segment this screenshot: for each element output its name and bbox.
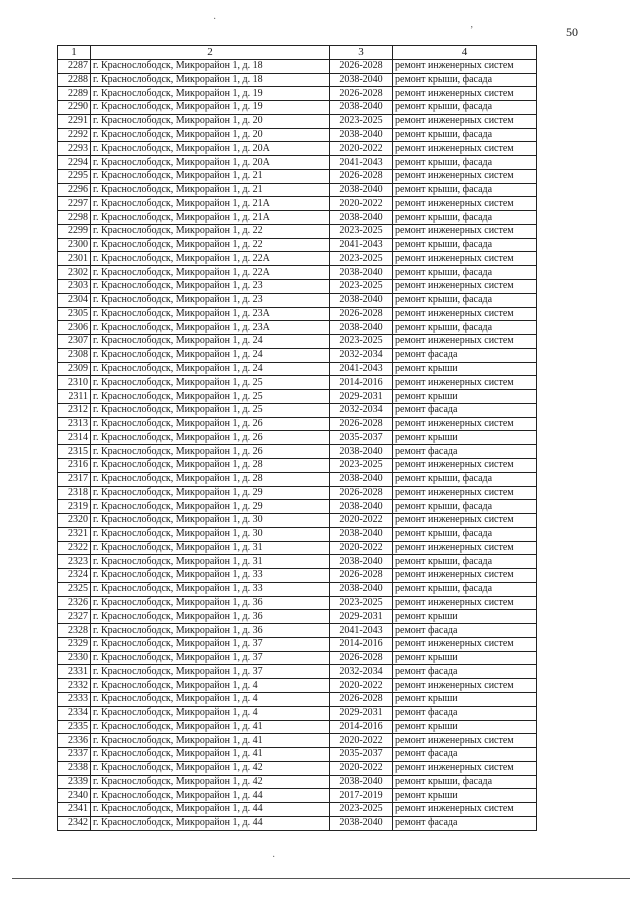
address-cell: г. Краснослободск, Микрорайон 1, д. 19 <box>91 87 330 101</box>
period-cell: 2038-2040 <box>330 293 393 307</box>
work-type-cell: ремонт фасада <box>393 665 537 679</box>
table-row <box>58 390 537 404</box>
address-cell: г. Краснослободск, Микрорайон 1, д. 44 <box>91 789 330 803</box>
work-type-cell: ремонт инженерных систем <box>393 142 537 156</box>
row-number-cell: 2325 <box>58 582 91 596</box>
address-cell: г. Краснослободск, Микрорайон 1, д. 18 <box>91 59 330 73</box>
address-cell: г. Краснослободск, Микрорайон 1, д. 37 <box>91 651 330 665</box>
page-number: 50 <box>566 25 578 39</box>
period-cell: 2035-2037 <box>330 431 393 445</box>
row-number-cell: 2296 <box>58 183 91 197</box>
period-cell: 2023-2025 <box>330 803 393 817</box>
work-type-cell: ремонт инженерных систем <box>393 114 537 128</box>
work-type-cell: ремонт инженерных систем <box>393 252 537 266</box>
address-cell: г. Краснослободск, Микрорайон 1, д. 25 <box>91 376 330 390</box>
row-number-cell: 2320 <box>58 514 91 528</box>
address-cell: г. Краснослободск, Микрорайон 1, д. 31 <box>91 555 330 569</box>
row-number-cell: 2341 <box>58 803 91 817</box>
table-row <box>58 280 537 294</box>
row-number-cell: 2316 <box>58 458 91 472</box>
address-cell: г. Краснослободск, Микрорайон 1, д. 19 <box>91 101 330 115</box>
row-number-cell: 2312 <box>58 403 91 417</box>
table-row <box>58 720 537 734</box>
table-row <box>58 775 537 789</box>
row-number-cell: 2290 <box>58 101 91 115</box>
table-row <box>58 624 537 638</box>
table-row <box>58 734 537 748</box>
period-cell: 2038-2040 <box>330 321 393 335</box>
table-row <box>58 472 537 486</box>
table-row <box>58 348 537 362</box>
row-number-cell: 2301 <box>58 252 91 266</box>
period-cell: 2026-2028 <box>330 417 393 431</box>
period-cell: 2014-2016 <box>330 637 393 651</box>
period-cell: 2029-2031 <box>330 706 393 720</box>
address-cell: г. Краснослободск, Микрорайон 1, д. 30 <box>91 527 330 541</box>
work-type-cell: ремонт инженерных систем <box>393 335 537 349</box>
period-cell: 2038-2040 <box>330 500 393 514</box>
table-row <box>58 500 537 514</box>
address-cell: г. Краснослободск, Микрорайон 1, д. 4 <box>91 692 330 706</box>
period-cell: 2038-2040 <box>330 266 393 280</box>
table-row <box>58 527 537 541</box>
row-number-cell: 2319 <box>58 500 91 514</box>
work-type-cell: ремонт инженерных систем <box>393 59 537 73</box>
period-cell: 2020-2022 <box>330 761 393 775</box>
row-number-cell: 2323 <box>58 555 91 569</box>
work-type-cell: ремонт крыши, фасада <box>393 472 537 486</box>
period-cell: 2026-2028 <box>330 307 393 321</box>
work-type-cell: ремонт инженерных систем <box>393 87 537 101</box>
table-row <box>58 582 537 596</box>
table-row <box>58 679 537 693</box>
table-row <box>58 665 537 679</box>
work-type-cell: ремонт фасада <box>393 816 537 830</box>
period-cell: 2041-2043 <box>330 624 393 638</box>
work-type-cell: ремонт фасада <box>393 748 537 762</box>
period-cell: 2020-2022 <box>330 734 393 748</box>
row-number-cell: 2328 <box>58 624 91 638</box>
address-cell: г. Краснослободск, Микрорайон 1, д. 24 <box>91 335 330 349</box>
address-cell: г. Краснослободск, Микрорайон 1, д. 42 <box>91 775 330 789</box>
work-type-cell: ремонт крыши, фасада <box>393 211 537 225</box>
row-number-cell: 2300 <box>58 238 91 252</box>
table-row <box>58 73 537 87</box>
period-cell: 2041-2043 <box>330 238 393 252</box>
address-cell: г. Краснослободск, Микрорайон 1, д. 18 <box>91 73 330 87</box>
row-number-cell: 2304 <box>58 293 91 307</box>
address-cell: г. Краснослободск, Микрорайон 1, д. 41 <box>91 720 330 734</box>
table-row <box>58 238 537 252</box>
work-type-cell: ремонт инженерных систем <box>393 307 537 321</box>
period-cell: 2023-2025 <box>330 458 393 472</box>
work-type-cell: ремонт инженерных систем <box>393 761 537 775</box>
address-cell: г. Краснослободск, Микрорайон 1, д. 20А <box>91 142 330 156</box>
table-row <box>58 789 537 803</box>
period-cell: 2020-2022 <box>330 679 393 693</box>
row-number-cell: 2289 <box>58 87 91 101</box>
period-cell: 2032-2034 <box>330 665 393 679</box>
table-row <box>58 211 537 225</box>
table-row <box>58 651 537 665</box>
period-cell: 2038-2040 <box>330 582 393 596</box>
header-col-4: 4 <box>393 46 537 60</box>
table-row <box>58 87 537 101</box>
period-cell: 2020-2022 <box>330 197 393 211</box>
table-row <box>58 156 537 170</box>
row-number-cell: 2322 <box>58 541 91 555</box>
period-cell: 2023-2025 <box>330 596 393 610</box>
period-cell: 2038-2040 <box>330 128 393 142</box>
work-type-cell: ремонт крыши, фасада <box>393 500 537 514</box>
header-col-2: 2 <box>91 46 330 60</box>
row-number-cell: 2311 <box>58 390 91 404</box>
work-type-cell: ремонт фасада <box>393 624 537 638</box>
work-type-cell: ремонт крыши, фасада <box>393 775 537 789</box>
row-number-cell: 2326 <box>58 596 91 610</box>
period-cell: 2038-2040 <box>330 555 393 569</box>
work-type-cell: ремонт крыши <box>393 362 537 376</box>
period-cell: 2026-2028 <box>330 569 393 583</box>
period-cell: 2038-2040 <box>330 472 393 486</box>
period-cell: 2038-2040 <box>330 445 393 459</box>
work-type-cell: ремонт крыши <box>393 390 537 404</box>
table-row <box>58 748 537 762</box>
address-cell: г. Краснослободск, Микрорайон 1, д. 41 <box>91 748 330 762</box>
table-row <box>58 197 537 211</box>
row-number-cell: 2298 <box>58 211 91 225</box>
period-cell: 2038-2040 <box>330 101 393 115</box>
work-type-cell: ремонт крыши <box>393 651 537 665</box>
table-row <box>58 142 537 156</box>
work-type-cell: ремонт крыши <box>393 692 537 706</box>
period-cell: 2026-2028 <box>330 651 393 665</box>
table-row <box>58 362 537 376</box>
work-type-cell: ремонт инженерных систем <box>393 637 537 651</box>
table-row <box>58 335 537 349</box>
row-number-cell: 2329 <box>58 637 91 651</box>
period-cell: 2020-2022 <box>330 142 393 156</box>
table-row <box>58 403 537 417</box>
address-cell: г. Краснослободск, Микрорайон 1, д. 4 <box>91 706 330 720</box>
table-row <box>58 183 537 197</box>
address-cell: г. Краснослободск, Микрорайон 1, д. 23 <box>91 280 330 294</box>
work-type-cell: ремонт инженерных систем <box>393 569 537 583</box>
address-cell: г. Краснослободск, Микрорайон 1, д. 37 <box>91 665 330 679</box>
table-row <box>58 293 537 307</box>
period-cell: 2026-2028 <box>330 486 393 500</box>
period-cell: 2023-2025 <box>330 252 393 266</box>
row-number-cell: 2303 <box>58 280 91 294</box>
period-cell: 2038-2040 <box>330 775 393 789</box>
period-cell: 2041-2043 <box>330 156 393 170</box>
period-cell: 2026-2028 <box>330 169 393 183</box>
row-number-cell: 2335 <box>58 720 91 734</box>
row-number-cell: 2287 <box>58 59 91 73</box>
work-type-cell: ремонт фасада <box>393 445 537 459</box>
address-cell: г. Краснослободск, Микрорайон 1, д. 30 <box>91 514 330 528</box>
table-row <box>58 321 537 335</box>
address-cell: г. Краснослободск, Микрорайон 1, д. 22 <box>91 238 330 252</box>
row-number-cell: 2309 <box>58 362 91 376</box>
scan-speck: · <box>213 14 217 25</box>
table-row <box>58 417 537 431</box>
row-number-cell: 2318 <box>58 486 91 500</box>
address-cell: г. Краснослободск, Микрорайон 1, д. 42 <box>91 761 330 775</box>
work-type-cell: ремонт инженерных систем <box>393 280 537 294</box>
table-row <box>58 569 537 583</box>
row-number-cell: 2314 <box>58 431 91 445</box>
table-row <box>58 803 537 817</box>
work-type-cell: ремонт инженерных систем <box>393 486 537 500</box>
row-number-cell: 2337 <box>58 748 91 762</box>
address-cell: г. Краснослободск, Микрорайон 1, д. 21А <box>91 211 330 225</box>
work-type-cell: ремонт фасада <box>393 348 537 362</box>
period-cell: 2014-2016 <box>330 376 393 390</box>
table-row <box>58 266 537 280</box>
period-cell: 2014-2016 <box>330 720 393 734</box>
work-type-cell: ремонт фасада <box>393 706 537 720</box>
table-row <box>58 692 537 706</box>
address-cell: г. Краснослободск, Микрорайон 1, д. 25 <box>91 403 330 417</box>
work-type-cell: ремонт крыши <box>393 431 537 445</box>
address-cell: г. Краснослободск, Микрорайон 1, д. 26 <box>91 431 330 445</box>
row-number-cell: 2288 <box>58 73 91 87</box>
table-row <box>58 307 537 321</box>
period-cell: 2026-2028 <box>330 692 393 706</box>
table-row <box>58 541 537 555</box>
work-type-cell: ремонт крыши <box>393 610 537 624</box>
table-row <box>58 431 537 445</box>
work-type-cell: ремонт крыши, фасада <box>393 101 537 115</box>
row-number-cell: 2324 <box>58 569 91 583</box>
work-type-cell: ремонт крыши, фасада <box>393 555 537 569</box>
work-type-cell: ремонт крыши, фасада <box>393 293 537 307</box>
row-number-cell: 2321 <box>58 527 91 541</box>
work-type-cell: ремонт крыши, фасада <box>393 73 537 87</box>
period-cell: 2035-2037 <box>330 748 393 762</box>
table-header-row <box>58 46 537 60</box>
table-row <box>58 114 537 128</box>
work-type-cell: ремонт инженерных систем <box>393 197 537 211</box>
table-row <box>58 555 537 569</box>
address-cell: г. Краснослободск, Микрорайон 1, д. 36 <box>91 596 330 610</box>
period-cell: 2038-2040 <box>330 816 393 830</box>
address-cell: г. Краснослободск, Микрорайон 1, д. 36 <box>91 624 330 638</box>
table-body <box>58 59 537 830</box>
row-number-cell: 2332 <box>58 679 91 693</box>
row-number-cell: 2342 <box>58 816 91 830</box>
row-number-cell: 2338 <box>58 761 91 775</box>
period-cell: 2032-2034 <box>330 403 393 417</box>
period-cell: 2038-2040 <box>330 73 393 87</box>
table-row <box>58 596 537 610</box>
work-type-cell: ремонт фасада <box>393 403 537 417</box>
table-row <box>58 128 537 142</box>
table-row <box>58 514 537 528</box>
table-row <box>58 445 537 459</box>
address-cell: г. Краснослободск, Микрорайон 1, д. 29 <box>91 500 330 514</box>
row-number-cell: 2315 <box>58 445 91 459</box>
address-cell: г. Краснослободск, Микрорайон 1, д. 20А <box>91 156 330 170</box>
row-number-cell: 2299 <box>58 224 91 238</box>
address-cell: г. Краснослободск, Микрорайон 1, д. 29 <box>91 486 330 500</box>
work-type-cell: ремонт крыши, фасада <box>393 183 537 197</box>
row-number-cell: 2317 <box>58 472 91 486</box>
row-number-cell: 2310 <box>58 376 91 390</box>
table-row <box>58 610 537 624</box>
address-cell: г. Краснослободск, Микрорайон 1, д. 4 <box>91 679 330 693</box>
row-number-cell: 2333 <box>58 692 91 706</box>
work-type-cell: ремонт инженерных систем <box>393 514 537 528</box>
table-row <box>58 761 537 775</box>
row-number-cell: 2294 <box>58 156 91 170</box>
scan-speck: ʼ <box>470 25 474 36</box>
work-type-cell: ремонт крыши, фасада <box>393 156 537 170</box>
table-row <box>58 224 537 238</box>
header-col-1: 1 <box>58 46 91 60</box>
work-type-cell: ремонт крыши, фасада <box>393 238 537 252</box>
table-row <box>58 169 537 183</box>
period-cell: 2041-2043 <box>330 362 393 376</box>
address-cell: г. Краснослободск, Микрорайон 1, д. 23А <box>91 321 330 335</box>
work-type-cell: ремонт крыши, фасада <box>393 527 537 541</box>
period-cell: 2020-2022 <box>330 514 393 528</box>
address-cell: г. Краснослободск, Микрорайон 1, д. 20 <box>91 114 330 128</box>
address-cell: г. Краснослободск, Микрорайон 1, д. 24 <box>91 348 330 362</box>
row-number-cell: 2297 <box>58 197 91 211</box>
address-cell: г. Краснослободск, Микрорайон 1, д. 23А <box>91 307 330 321</box>
address-cell: г. Краснослободск, Микрорайон 1, д. 25 <box>91 390 330 404</box>
row-number-cell: 2305 <box>58 307 91 321</box>
row-number-cell: 2307 <box>58 335 91 349</box>
work-type-cell: ремонт инженерных систем <box>393 376 537 390</box>
row-number-cell: 2327 <box>58 610 91 624</box>
table-row <box>58 101 537 115</box>
row-number-cell: 2306 <box>58 321 91 335</box>
address-cell: г. Краснослободск, Микрорайон 1, д. 22А <box>91 266 330 280</box>
address-cell: г. Краснослободск, Микрорайон 1, д. 26 <box>91 417 330 431</box>
work-type-cell: ремонт инженерных систем <box>393 417 537 431</box>
address-cell: г. Краснослободск, Микрорайон 1, д. 21А <box>91 197 330 211</box>
period-cell: 2023-2025 <box>330 114 393 128</box>
row-number-cell: 2334 <box>58 706 91 720</box>
row-number-cell: 2330 <box>58 651 91 665</box>
work-type-cell: ремонт крыши, фасада <box>393 321 537 335</box>
address-cell: г. Краснослободск, Микрорайон 1, д. 23 <box>91 293 330 307</box>
address-cell: г. Краснослободск, Микрорайон 1, д. 37 <box>91 637 330 651</box>
table-row <box>58 59 537 73</box>
address-cell: г. Краснослободск, Микрорайон 1, д. 33 <box>91 569 330 583</box>
row-number-cell: 2339 <box>58 775 91 789</box>
work-type-cell: ремонт крыши, фасада <box>393 128 537 142</box>
period-cell: 2020-2022 <box>330 541 393 555</box>
period-cell: 2038-2040 <box>330 527 393 541</box>
row-number-cell: 2295 <box>58 169 91 183</box>
scan-speck: · <box>272 852 276 863</box>
work-type-cell: ремонт крыши, фасада <box>393 582 537 596</box>
work-type-cell: ремонт инженерных систем <box>393 224 537 238</box>
period-cell: 2023-2025 <box>330 224 393 238</box>
page-bottom-edge <box>12 878 630 879</box>
address-cell: г. Краснослободск, Микрорайон 1, д. 28 <box>91 458 330 472</box>
work-type-cell: ремонт инженерных систем <box>393 596 537 610</box>
row-number-cell: 2336 <box>58 734 91 748</box>
header-col-3: 3 <box>330 46 393 60</box>
address-cell: г. Краснослободск, Микрорайон 1, д. 36 <box>91 610 330 624</box>
table-row <box>58 458 537 472</box>
period-cell: 2038-2040 <box>330 183 393 197</box>
row-number-cell: 2340 <box>58 789 91 803</box>
table-row <box>58 706 537 720</box>
schedule-table <box>57 45 537 831</box>
row-number-cell: 2292 <box>58 128 91 142</box>
period-cell: 2023-2025 <box>330 335 393 349</box>
period-cell: 2032-2034 <box>330 348 393 362</box>
work-type-cell: ремонт крыши, фасада <box>393 266 537 280</box>
address-cell: г. Краснослободск, Микрорайон 1, д. 21 <box>91 169 330 183</box>
work-type-cell: ремонт инженерных систем <box>393 803 537 817</box>
table-row <box>58 816 537 830</box>
address-cell: г. Краснослободск, Микрорайон 1, д. 33 <box>91 582 330 596</box>
work-type-cell: ремонт крыши <box>393 789 537 803</box>
address-cell: г. Краснослободск, Микрорайон 1, д. 26 <box>91 445 330 459</box>
period-cell: 2017-2019 <box>330 789 393 803</box>
address-cell: г. Краснослободск, Микрорайон 1, д. 21 <box>91 183 330 197</box>
period-cell: 2029-2031 <box>330 610 393 624</box>
period-cell: 2026-2028 <box>330 59 393 73</box>
work-type-cell: ремонт инженерных систем <box>393 541 537 555</box>
address-cell: г. Краснослободск, Микрорайон 1, д. 20 <box>91 128 330 142</box>
address-cell: г. Краснослободск, Микрорайон 1, д. 44 <box>91 816 330 830</box>
row-number-cell: 2308 <box>58 348 91 362</box>
work-type-cell: ремонт крыши <box>393 720 537 734</box>
table-row <box>58 252 537 266</box>
address-cell: г. Краснослободск, Микрорайон 1, д. 22А <box>91 252 330 266</box>
period-cell: 2026-2028 <box>330 87 393 101</box>
row-number-cell: 2302 <box>58 266 91 280</box>
work-type-cell: ремонт инженерных систем <box>393 169 537 183</box>
address-cell: г. Краснослободск, Микрорайон 1, д. 22 <box>91 224 330 238</box>
table-row <box>58 376 537 390</box>
row-number-cell: 2313 <box>58 417 91 431</box>
address-cell: г. Краснослободск, Микрорайон 1, д. 28 <box>91 472 330 486</box>
table-row <box>58 486 537 500</box>
row-number-cell: 2293 <box>58 142 91 156</box>
work-type-cell: ремонт инженерных систем <box>393 734 537 748</box>
period-cell: 2038-2040 <box>330 211 393 225</box>
address-cell: г. Краснослободск, Микрорайон 1, д. 41 <box>91 734 330 748</box>
period-cell: 2023-2025 <box>330 280 393 294</box>
work-type-cell: ремонт инженерных систем <box>393 458 537 472</box>
row-number-cell: 2331 <box>58 665 91 679</box>
address-cell: г. Краснослободск, Микрорайон 1, д. 24 <box>91 362 330 376</box>
period-cell: 2029-2031 <box>330 390 393 404</box>
work-type-cell: ремонт инженерных систем <box>393 679 537 693</box>
address-cell: г. Краснослободск, Микрорайон 1, д. 44 <box>91 803 330 817</box>
table-row <box>58 637 537 651</box>
row-number-cell: 2291 <box>58 114 91 128</box>
address-cell: г. Краснослободск, Микрорайон 1, д. 31 <box>91 541 330 555</box>
